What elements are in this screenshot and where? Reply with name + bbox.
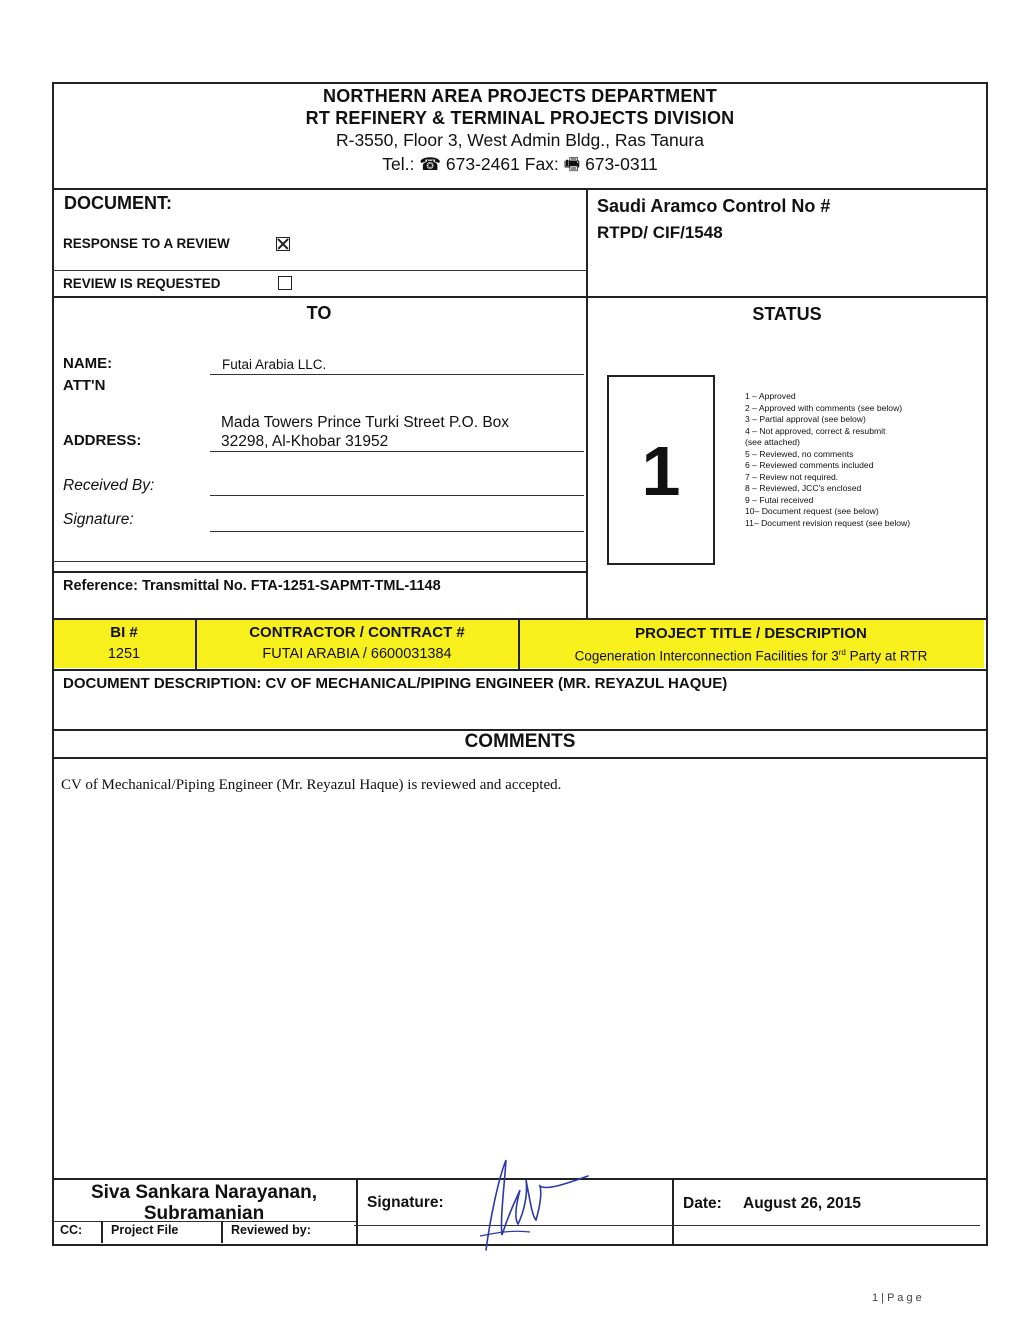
status-legend-item: 11– Document revision request (see below) bbox=[745, 517, 911, 528]
comments-text: CV of Mechanical/Piping Engineer (Mr. Reyazul Haque) is reviewed and accepted. bbox=[61, 777, 562, 793]
tel-label: Tel.: bbox=[382, 154, 415, 174]
status-legend-item: (see attached) bbox=[745, 437, 800, 447]
name-value: Futai Arabia LLC. bbox=[222, 357, 327, 372]
fax-number: 673-0311 bbox=[585, 154, 658, 174]
project-title-label: PROJECT TITLE / DESCRIPTION bbox=[635, 625, 867, 642]
review-requested-checkbox[interactable] bbox=[278, 276, 292, 290]
project-file-label: Project File bbox=[111, 1223, 179, 1237]
project-title-text: Cogeneration Interconnection Facilities for 3 bbox=[574, 648, 839, 664]
header-line-2: RT REFINERY & TERMINAL PROJECTS DIVISION bbox=[305, 108, 735, 128]
response-review-label: RESPONSE TO A REVIEW bbox=[63, 236, 230, 251]
divider bbox=[672, 1180, 674, 1246]
project-title-sup: rd bbox=[838, 648, 846, 657]
divider bbox=[356, 1180, 358, 1246]
signature-label: Signature: bbox=[63, 511, 134, 528]
page-number: 1 | P a g e bbox=[872, 1292, 922, 1304]
phone-icon: ☎ bbox=[419, 154, 442, 174]
to-title: TO bbox=[306, 303, 332, 323]
status-legend-item: 6 – Reviewed comments included bbox=[745, 460, 874, 470]
contractor-value: FUTAI ARABIA / 6600031384 bbox=[262, 646, 452, 662]
date-value: August 26, 2015 bbox=[743, 1195, 862, 1212]
status-legend-item: 7 – Review not required. bbox=[745, 471, 839, 482]
reviewed-by-label: Reviewed by: bbox=[231, 1223, 311, 1237]
bi-value: 1251 bbox=[107, 646, 141, 662]
status-legend-item: 3 – Partial approval (see below) bbox=[745, 414, 866, 424]
status-legend-item: 8 – Reviewed, JCC's enclosed bbox=[745, 483, 862, 493]
reviewer-name-line-1: Siva Sankara Narayanan, bbox=[90, 1182, 318, 1203]
response-review-checkbox[interactable] bbox=[276, 237, 290, 251]
document-description: DOCUMENT DESCRIPTION: CV OF MECHANICAL/PIPING ENGINEER (MR. REYAZUL HAQUE) bbox=[63, 675, 728, 692]
reviewer-name-line-2: Subramanian bbox=[143, 1203, 265, 1224]
fax-icon: 🖷 bbox=[563, 154, 581, 174]
contractor-label: CONTRACTOR / CONTRACT # bbox=[249, 624, 465, 641]
fax-label: Fax: bbox=[524, 154, 559, 174]
control-number-value: RTPD/ CIF/1548 bbox=[597, 223, 723, 242]
divider bbox=[52, 188, 988, 190]
divider bbox=[52, 296, 988, 298]
handwritten-signature bbox=[470, 1150, 600, 1255]
cc-label: CC: bbox=[60, 1223, 83, 1237]
control-number-label: Saudi Aramco Control No # bbox=[597, 196, 831, 216]
bi-label: BI # bbox=[110, 624, 138, 641]
status-legend-item: 9 – Futai received bbox=[745, 494, 814, 505]
divider bbox=[52, 571, 586, 573]
attn-label: ATT'N bbox=[63, 377, 106, 394]
divider bbox=[52, 669, 988, 671]
department-header bbox=[54, 86, 986, 182]
reference-text: Reference: Transmittal No. FTA-1251-SAPMT-TML-1148 bbox=[63, 578, 441, 594]
address-line-1: Mada Towers Prince Turki Street P.O. Box bbox=[221, 414, 510, 431]
address-underline bbox=[210, 451, 584, 452]
tel-number: 673-2461 bbox=[445, 154, 520, 174]
comments-title: COMMENTS bbox=[464, 731, 576, 752]
received-by-line bbox=[210, 495, 584, 496]
name-label: NAME: bbox=[63, 355, 113, 372]
header-line-3: R-3550, Floor 3, West Admin Bldg., Ras Tanura bbox=[335, 130, 704, 150]
divider bbox=[52, 270, 586, 271]
document-title: DOCUMENT: bbox=[64, 193, 172, 213]
name-underline bbox=[210, 374, 584, 375]
header-line-1: NORTHERN AREA PROJECTS DEPARTMENT bbox=[323, 86, 717, 106]
date-label: Date: bbox=[683, 1195, 722, 1212]
status-legend bbox=[745, 391, 910, 529]
status-title: STATUS bbox=[752, 304, 822, 324]
address-line-2: 32298, Al-Khobar 31952 bbox=[221, 433, 389, 450]
status-legend-item: 10– Document request (see below) bbox=[745, 506, 879, 516]
status-value: 1 bbox=[641, 432, 681, 510]
status-legend-item: 2 – Approved with comments (see below) bbox=[745, 402, 903, 413]
project-title-value bbox=[520, 648, 982, 664]
divider bbox=[52, 757, 988, 759]
project-title-text-end: Party at RTR bbox=[845, 648, 928, 664]
status-legend-item: 1 – Approved bbox=[745, 391, 796, 401]
status-legend-item: 4 – Not approved, correct & resubmit bbox=[745, 425, 886, 436]
signature-line bbox=[210, 531, 584, 532]
divider bbox=[52, 561, 586, 562]
divider bbox=[354, 1225, 980, 1226]
received-by-label: Received By: bbox=[63, 477, 155, 494]
divider bbox=[586, 188, 588, 618]
address-label: ADDRESS: bbox=[63, 432, 142, 449]
status-legend-item: 5 – Reviewed, no comments bbox=[745, 448, 854, 459]
footer-signature-label: Signature: bbox=[367, 1194, 444, 1211]
review-requested-label: REVIEW IS REQUESTED bbox=[63, 276, 221, 291]
header-contact bbox=[54, 152, 986, 182]
